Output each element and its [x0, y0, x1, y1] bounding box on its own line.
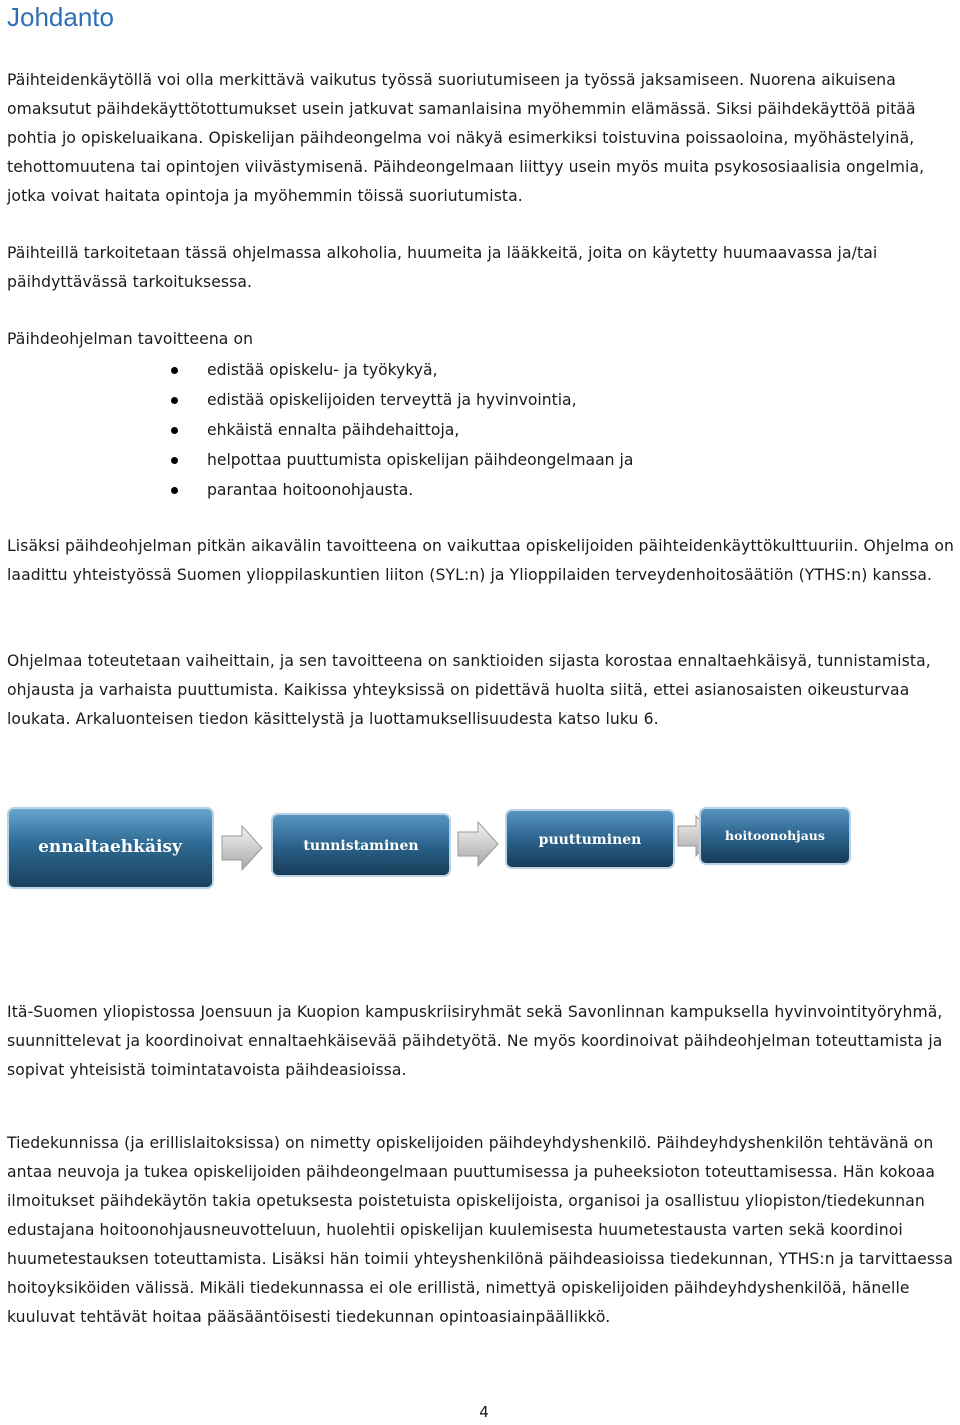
step-label-intervention: puuttuminen [538, 832, 642, 848]
arrow-icon [222, 826, 262, 870]
intro-paragraph: Päihteidenkäytöllä voi olla merkittävä vaikutus työssä suoriutumiseen ja työssä jaksamiseen. Nuorena aikuisena omaksutut päihdekäyttötottumukset usein jatkuvat samanlaisina myöhemmin elämässä. Siksi päihdekäyttöä pitää pohtia jo opiskeluaikana. Opiskelijan päihdeongelma voi näkyä esimerkiksi toistuvina poissaoloina, myöhästelyinä, tehottomuutena tai opintojen viivästymisenä. Päihdeongelmaan liittyy usein myös muita psykososiaalisia ongelmia, jotka voivat haitata opintoja ja myöhemmin töissä suoriutumista. [7, 71, 925, 205]
page-title: Johdanto [7, 2, 114, 32]
goals-intro: Päihdeohjelman tavoitteena on [7, 330, 254, 348]
list-item: edistää opiskelijoiden terveyttä ja hyvinvointia, [0, 385, 633, 415]
implementation-paragraph: Ohjelmaa toteutetaan vaiheittain, ja sen tavoitteena on sanktioiden sijasta korostaa ennaltaehkäisyä, tunnistamista, ohjausta ja varhaista puuttumista. Kaikissa yhteyksissä on pidettävä huolta siitä, ettei asianosaisten oikeusturvaa loukata. Arkaluonteisen tiedon käsittelystä ja luottamuksellisuudesta katso luku 6. [7, 652, 931, 728]
page-number: 4 [479, 1403, 489, 1421]
goals-list [0, 355, 633, 505]
step-label-identification: tunnistaminen [303, 838, 419, 854]
step-label-prevention: ennaltaehkäisy [38, 837, 182, 857]
list-item: edistää opiskelu- ja työkykyä, [0, 355, 633, 385]
process-flow-diagram [0, 800, 960, 900]
organisation-paragraph: Itä-Suomen yliopistossa Joensuun ja Kuopion kampuskriisiryhmät sekä Savonlinnan kampuksella hyvinvointityöryhmä, suunnittelevat ja koordinoivat ennaltaehkäisevää päihdetyötä. Ne myös koordinoivat päihdeohjelman toteuttamista ja sopivat yhteisistä toimintatavoista päihdeasioissa. [7, 1003, 943, 1079]
definition-paragraph: Päihteillä tarkoitetaan tässä ohjelmassa alkoholia, huumeita ja lääkkeitä, joita on käytetty huumaavassa ja/tai päihdyttävässä tarkoituksessa. [7, 244, 878, 291]
step-label-referral: hoitoonohjaus [725, 828, 825, 843]
list-item: parantaa hoitoonohjausta. [0, 475, 633, 505]
long-term-goal-paragraph: Lisäksi päihdeohjelman pitkän aikavälin tavoitteena on vaikuttaa opiskelijoiden päihteidenkäyttökulttuuriin. Ohjelma on laadittu yhteistyössä Suomen ylioppilaskuntien liiton (SYL:n) ja Ylioppilaiden terveydenhoitosäätiön (YTHS:n) kanssa. [7, 537, 955, 584]
arrow-icon [458, 822, 498, 866]
list-item: ehkäistä ennalta päihdehaittoja, [0, 415, 633, 445]
contact-person-paragraph: Tiedekunnissa (ja erillislaitoksissa) on nimetty opiskelijoiden päihdeyhdyshenkilö. Päihdeyhdyshenkilön tehtävänä on antaa neuvoja ja tukea opiskelijoiden päihdeongelmaan puuttumisessa ja puheeksioton toteuttamisessa. Hän kokoaa ilmoitukset päihdekäytön takia opetuksesta poistetuista opiskelijoista, organisoi ja osallistuu yliopiston/tiedekunnan edustajana hoitoonohjausneuvotteluun, huolehtii opiskelijan kuulemisesta huumetestausta varten sekä koordinoi huumetestauksen toteuttamista. Lisäksi hän toimii yhteyshenkilönä päihdeasioissa tiedekunnan, YTHS:n ja tarvittaessa hoitoyksiköiden välissä. Mikäli tiedekunnassa ei ole erillistä, nimettyä opiskelijoiden päihdeyhdyshenkilöä, hänelle kuuluvat tehtävät hoitaa pääsääntöisesti tiedekunnan opintoasiainpäällikkö. [7, 1134, 953, 1326]
list-item: helpottaa puuttumista opiskelijan päihdeongelmaan ja [0, 445, 633, 475]
